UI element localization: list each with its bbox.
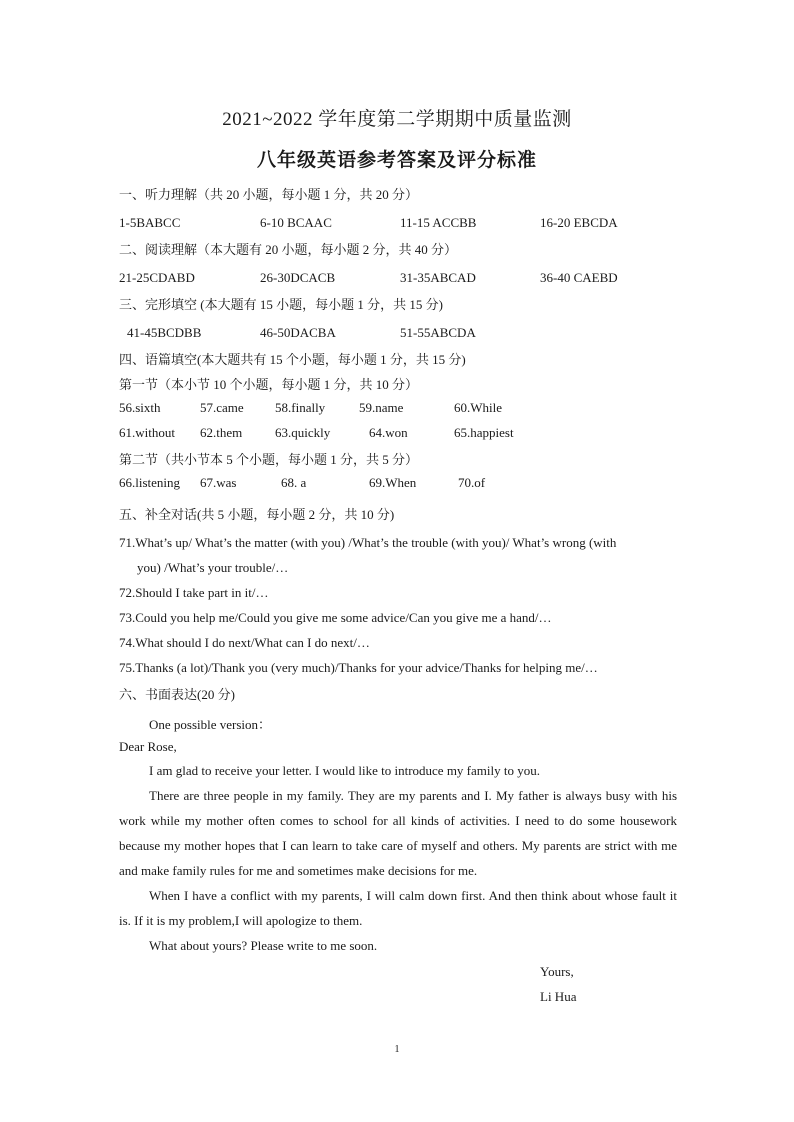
- answer-item: 36-40 CAEBD: [540, 270, 618, 285]
- part4-section2-heading: 第二节（共小节本 5 个小题，每小题 1 分，共 5 分）: [119, 452, 419, 467]
- answer-71-line1: 71.What’s up/ What’s the matter (with you) /What’s the trouble (with you)/ What’s wrong (with: [119, 535, 617, 550]
- answer-item: 59.name: [359, 400, 404, 415]
- answer-item: 65.happiest: [454, 425, 514, 440]
- answer-74: 74.What should I do next/What can I do next/…: [119, 635, 370, 650]
- letter-closing: Yours,: [540, 964, 574, 979]
- part6-heading: 六、书面表达(20 分): [119, 687, 235, 702]
- answer-item: 70.of: [458, 475, 486, 490]
- answer-item: 1-5BABCC: [119, 215, 181, 230]
- page-number: 1: [394, 1044, 400, 1055]
- version-label: One possible version：: [149, 717, 272, 732]
- answer-item: 62.them: [200, 425, 243, 440]
- letter-paragraph: There are three people in my family. They are my parents and I. My father is always busy with his work while my mother often comes to school for all kinds of activities. I need to do some housework because my mother hopes that I can learn to take care of myself and others. My parents are strict with me and make family rules for me and sometimes make decisions for me.: [119, 788, 677, 878]
- answer-item: 66.listening: [119, 475, 181, 490]
- letter-signature: Li Hua: [540, 989, 577, 1004]
- answer-item: 68. a: [281, 475, 307, 490]
- letter-greeting: Dear Rose,: [119, 739, 177, 754]
- answer-item: 56.sixth: [119, 400, 161, 415]
- answer-item: 60.While: [454, 400, 503, 415]
- answer-item: 63.quickly: [275, 425, 331, 440]
- document-title: 2021~2022 学年度第二学期期中质量监测: [222, 109, 572, 130]
- answer-item: 6-10 BCAAC: [260, 215, 332, 230]
- answer-75: 75.Thanks (a lot)/Thank you (very much)/Thanks for your advice/Thanks for helping me/…: [119, 660, 598, 675]
- part2-heading: 二、阅读理解（本大题有 20 小题，每小题 2 分，共 40 分）: [119, 242, 458, 257]
- answer-73: 73.Could you help me/Could you give me some advice/Can you give me a hand/…: [119, 610, 552, 625]
- answer-item: 11-15 ACCBB: [400, 215, 477, 230]
- letter-paragraph: What about yours? Please write to me soon.: [149, 938, 378, 953]
- answer-72: 72.Should I take part in it/…: [119, 585, 269, 600]
- answer-item: 41-45BCDBB: [127, 325, 202, 340]
- part4-section1-heading: 第一节（本小节 10 个小题，每小题 1 分，共 10 分）: [119, 377, 419, 392]
- answer-item: 16-20 EBCDA: [540, 215, 618, 230]
- part4-heading: 四、语篇填空(本大题共有 15 个小题，每小题 1 分，共 15 分): [119, 352, 466, 367]
- answer-item: 57.came: [200, 400, 244, 415]
- answer-item: 26-30DCACB: [260, 270, 336, 285]
- letter-paragraph: I am glad to receive your letter. I would like to introduce my family to you.: [149, 763, 540, 778]
- answer-item: 51-55ABCDA: [400, 325, 476, 340]
- answer-item: 46-50DACBA: [260, 325, 336, 340]
- answer-item: 61.without: [119, 425, 175, 440]
- answer-item: 67.was: [200, 475, 237, 490]
- letter-paragraph: When I have a conflict with my parents, I will calm down first. And then think about whose fault it is. If it is my problem,I will apologize to them.: [119, 888, 677, 928]
- answer-item: 69.When: [369, 475, 417, 490]
- answer-item: 21-25CDABD: [119, 270, 195, 285]
- answer-item: 58.finally: [275, 400, 326, 415]
- answer-71-line2: you) /What’s your trouble/…: [137, 560, 289, 575]
- part3-heading: 三、完形填空 (本大题有 15 小题，每小题 1 分，共 15 分): [119, 297, 443, 312]
- answer-item: 31-35ABCAD: [400, 270, 476, 285]
- part5-heading: 五、补全对话(共 5 小题，每小题 2 分，共 10 分): [119, 507, 395, 522]
- answer-item: 64.won: [369, 425, 408, 440]
- part1-heading: 一、听力理解（共 20 小题，每小题 1 分，共 20 分）: [119, 187, 419, 202]
- document-subtitle: 八年级英语参考答案及评分标准: [256, 150, 537, 171]
